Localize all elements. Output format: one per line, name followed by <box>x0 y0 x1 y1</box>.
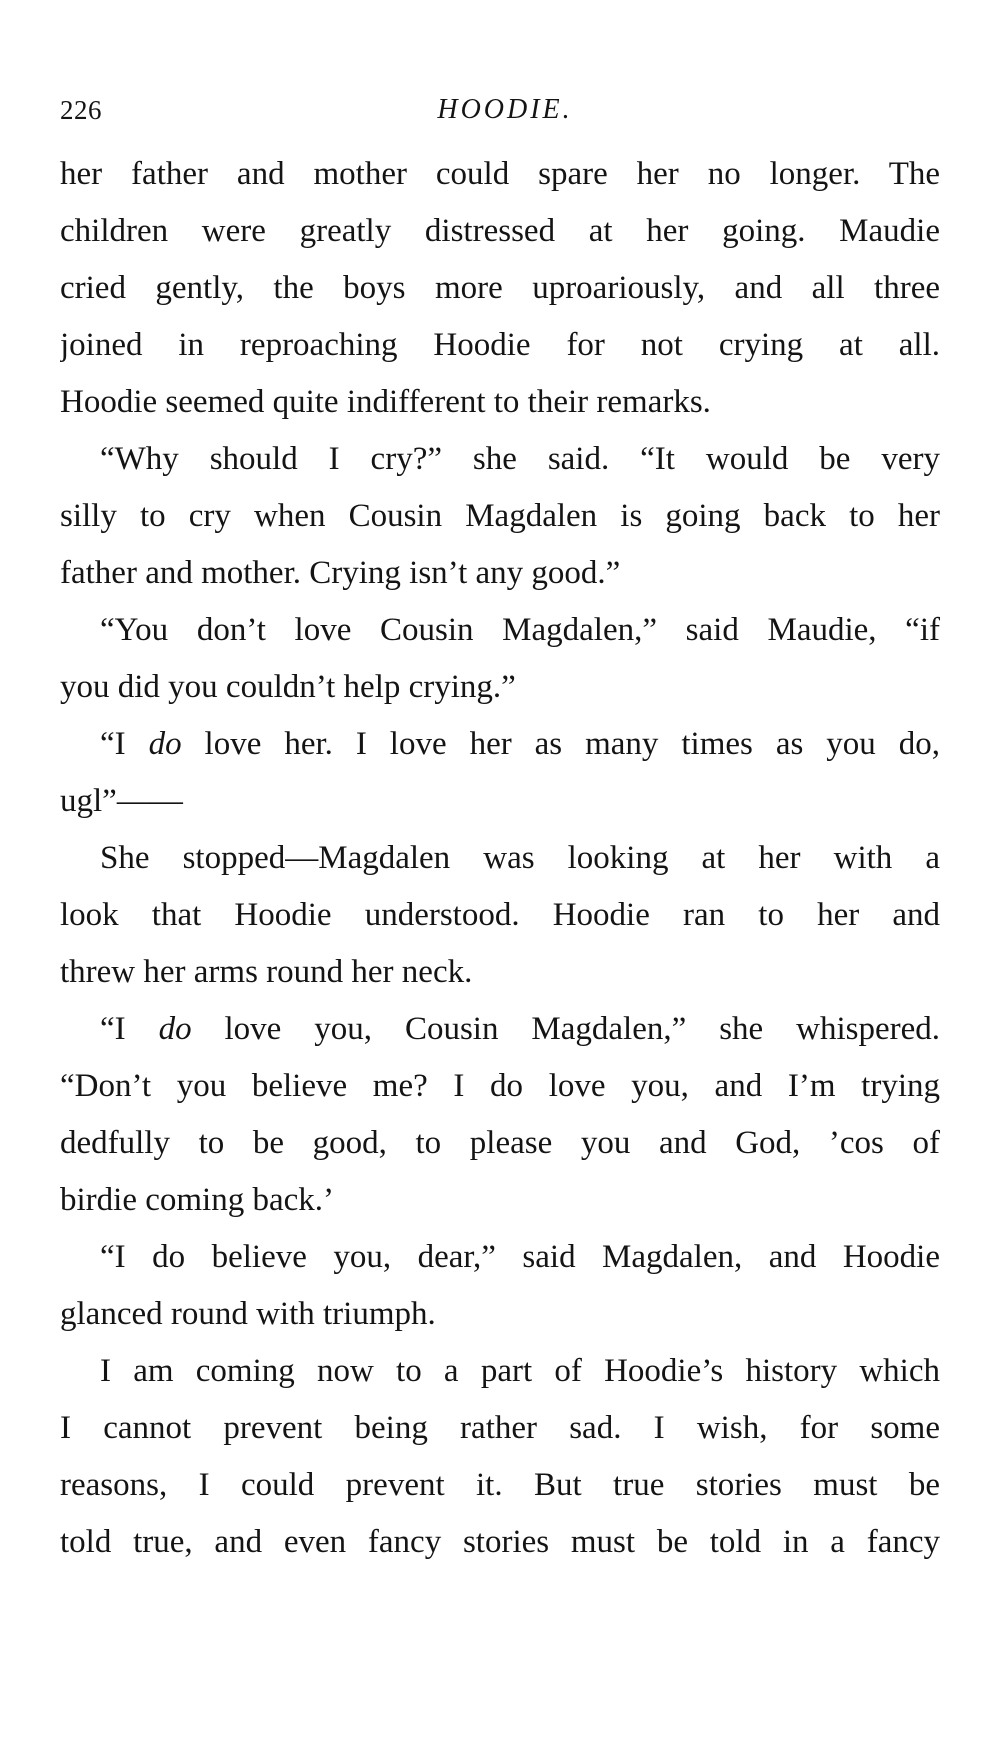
text-segment: love her. I love her as many times as you do, <box>181 726 940 762</box>
body-text <box>60 146 940 1571</box>
text-line: I am coming now to a part of Hoodie’s history which <box>100 1353 940 1389</box>
text-line: dedfully to be good, to please you and God, ’cos of <box>60 1125 940 1161</box>
running-head <box>60 92 940 128</box>
text-line: Hoodie seemed quite indifferent to their remarks. <box>60 384 711 420</box>
text-line: children were greatly distressed at her going. Maudie <box>60 213 940 249</box>
text-line: you did you couldn’t help crying.” <box>60 669 516 705</box>
text-line: told true, and even fancy stories must be told in a fancy <box>60 1524 940 1560</box>
text-line: “I do believe you, dear,” said Magdalen, and Hoodie <box>100 1239 940 1275</box>
text-line: her father and mother could spare her no longer. The <box>60 156 940 192</box>
text-line: cried gently, the boys more uproariously, and all three <box>60 270 940 306</box>
text-line: “Don’t you believe me? I do love you, and I’m trying <box>60 1068 940 1104</box>
text-line: silly to cry when Cousin Magdalen is going back to her <box>60 498 940 534</box>
text-segment: love you, Cousin Magdalen,” she whispered. <box>191 1011 940 1047</box>
text-line <box>60 1001 940 1058</box>
text-line: ugl”—— <box>60 783 183 819</box>
text-line: reasons, I could prevent it. But true stories must be <box>60 1467 940 1503</box>
text-segment: “I <box>100 726 149 762</box>
text-line: birdie coming back.’ <box>60 1182 334 1218</box>
text-line: “Why should I cry?” she said. “It would be very <box>100 441 940 477</box>
text-line: joined in reproaching Hoodie for not crying at all. <box>60 327 940 363</box>
emphasis: do <box>148 726 182 762</box>
page-number: 226 <box>60 95 102 125</box>
text-segment: “I <box>100 1011 159 1047</box>
text-line: I cannot prevent being rather sad. I wish, for some <box>60 1410 940 1446</box>
running-title: HOODIE. <box>437 94 573 125</box>
text-line: threw her arms round her neck. <box>60 954 473 990</box>
text-line: She stopped—Magdalen was looking at her with a <box>100 840 940 876</box>
text-line <box>60 716 940 773</box>
text-line: “You don’t love Cousin Magdalen,” said Maudie, “if <box>100 612 940 648</box>
text-line: look that Hoodie understood. Hoodie ran to her and <box>60 897 940 933</box>
emphasis: do <box>158 1011 192 1047</box>
text-line: father and mother. Crying isn’t any good.” <box>60 555 621 591</box>
text-line: glanced round with triumph. <box>60 1296 436 1332</box>
